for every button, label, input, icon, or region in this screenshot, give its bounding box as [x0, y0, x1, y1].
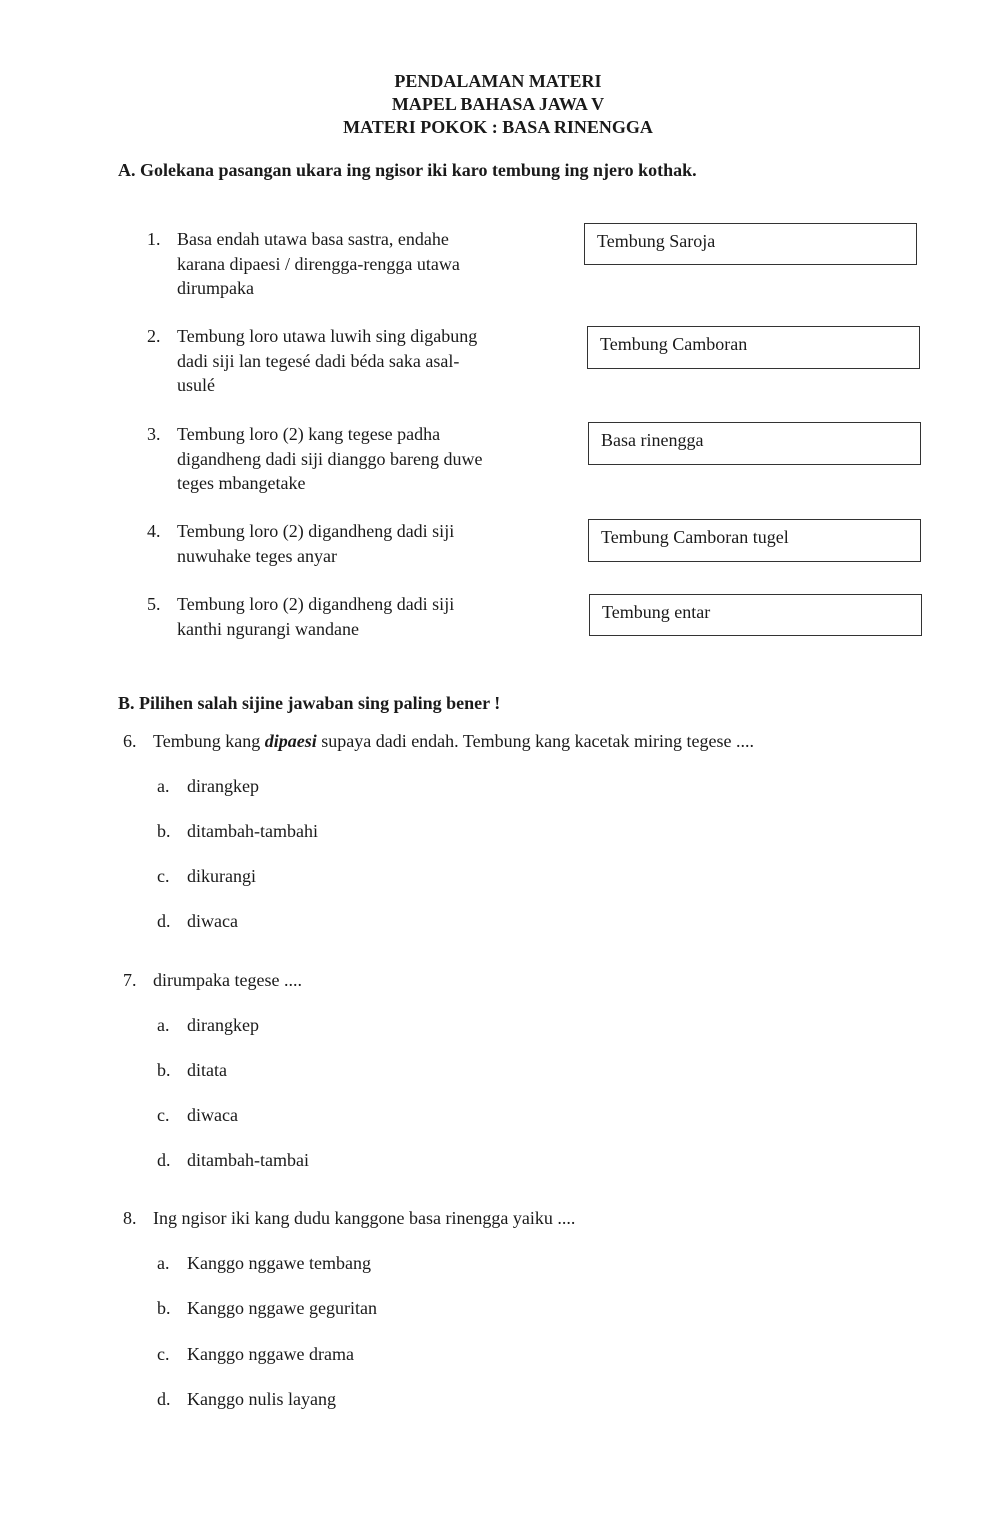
option-letter: a.: [157, 1015, 170, 1035]
option-a[interactable]: dirangkep: [187, 1015, 259, 1035]
matching-question-text: [177, 422, 557, 496]
option-letter: c.: [157, 1105, 170, 1125]
text-line: usulé: [177, 375, 215, 395]
option-d[interactable]: ditambah-tambai: [187, 1150, 309, 1170]
option-letter: d.: [157, 911, 171, 931]
option-letter: b.: [157, 1298, 171, 1318]
section-b-heading: B. Pilihen salah sijine jawaban sing paling bener !: [118, 693, 501, 713]
matching-question-number: 3.: [147, 424, 161, 444]
option-c[interactable]: Kanggo nggawe drama: [187, 1344, 354, 1364]
page-title-line-2: MAPEL BAHASA JAWA V: [391, 94, 605, 114]
question-text: dirumpaka tegese ....: [153, 970, 302, 990]
option-b[interactable]: ditata: [187, 1060, 227, 1080]
answer-box[interactable]: Tembung Saroja: [584, 223, 917, 265]
text-line: Basa endah utawa basa sastra, endahe: [177, 229, 449, 249]
matching-question-number: 2.: [147, 326, 161, 346]
text-line: karana dipaesi / direngga-rengga utawa: [177, 253, 460, 274]
page-title-line-3: MATERI POKOK : BASA RINENGGA: [343, 117, 653, 137]
answer-box[interactable]: Basa rinengga: [588, 422, 921, 465]
matching-question-text: [177, 227, 557, 301]
text-line: dirumpaka: [177, 278, 254, 298]
option-c[interactable]: dikurangi: [187, 866, 256, 886]
question-text: [153, 731, 754, 752]
matching-question-number: 1.: [147, 229, 161, 249]
text-line: teges mbangetake: [177, 473, 306, 493]
option-letter: b.: [157, 821, 171, 841]
option-letter: a.: [157, 776, 170, 796]
question-number: 8.: [123, 1208, 137, 1228]
option-letter: c.: [157, 1344, 170, 1364]
answer-box[interactable]: Tembung Camboran tugel: [588, 519, 921, 562]
text-line: kanthi ngurangi wandane: [177, 618, 359, 639]
question-number: 6.: [123, 731, 137, 751]
option-d[interactable]: Kanggo nulis layang: [187, 1389, 336, 1409]
text-line: digandheng dadi siji dianggo bareng duwe: [177, 448, 483, 469]
answer-box[interactable]: Tembung entar: [589, 594, 922, 636]
text-line: dadi siji lan tegesé dadi béda saka asal-: [177, 350, 460, 371]
matching-question-number: 5.: [147, 594, 161, 614]
option-letter: d.: [157, 1150, 171, 1170]
option-letter: d.: [157, 1389, 171, 1409]
text-line: Tembung loro (2) kang tegese padha: [177, 424, 441, 444]
option-d[interactable]: diwaca: [187, 911, 238, 931]
question-text-part: supaya dadi endah. Tembung kang kacetak miring tegese ....: [316, 731, 754, 751]
matching-question-text: [177, 519, 557, 568]
question-number: 7.: [123, 970, 137, 990]
text-line: Tembung loro utawa luwih sing digabung: [177, 326, 478, 346]
matching-question-text: [177, 324, 557, 398]
question-text-part: Tembung kang: [153, 731, 265, 751]
option-b[interactable]: ditambah-tambahi: [187, 821, 318, 841]
matching-question-number: 4.: [147, 521, 161, 541]
matching-question-text: [177, 592, 557, 641]
option-letter: c.: [157, 866, 170, 886]
page-title-line-1: PENDALAMAN MATERI: [394, 71, 602, 91]
option-letter: b.: [157, 1060, 171, 1080]
option-c[interactable]: diwaca: [187, 1105, 238, 1125]
text-line: nuwuhake teges anyar: [177, 545, 337, 566]
text-line: Tembung loro (2) digandheng dadi siji: [177, 521, 455, 541]
emphasized-word: dipaesi: [264, 731, 317, 751]
option-a[interactable]: Kanggo nggawe tembang: [187, 1253, 371, 1273]
option-a[interactable]: dirangkep: [187, 776, 259, 796]
option-letter: a.: [157, 1253, 170, 1273]
section-a-heading: A. Golekana pasangan ukara ing ngisor iki karo tembung ing njero kothak.: [118, 160, 697, 180]
option-b[interactable]: Kanggo nggawe geguritan: [187, 1298, 377, 1318]
text-line: Tembung loro (2) digandheng dadi siji: [177, 594, 455, 614]
answer-box[interactable]: Tembung Camboran: [587, 326, 920, 369]
question-text: Ing ngisor iki kang dudu kanggone basa rinengga yaiku ....: [153, 1208, 576, 1228]
